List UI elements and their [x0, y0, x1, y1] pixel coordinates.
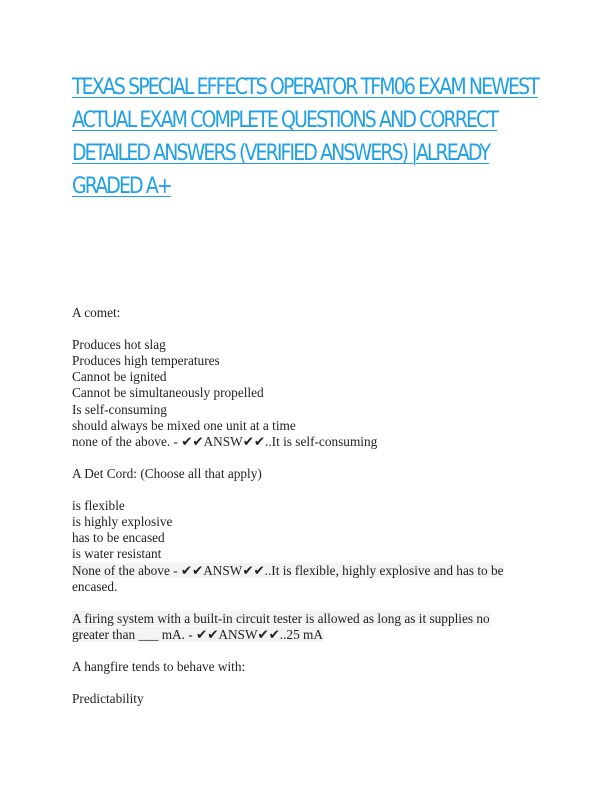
- paragraph-gap: [72, 321, 542, 337]
- title-line[interactable]: ACTUAL EXAM COMPLETE QUESTIONS AND CORRECT: [72, 108, 498, 133]
- answer-line: none of the above. - ✔✔ANSW✔✔..It is self-consuming: [72, 433, 378, 449]
- answer-option: is water resistant: [72, 546, 162, 562]
- document-body: [72, 305, 542, 707]
- document-title[interactable]: [72, 71, 538, 203]
- title-line[interactable]: DETAILED ANSWERS (VERIFIED ANSWERS) |ALREADY: [72, 141, 490, 166]
- title-line[interactable]: TEXAS SPECIAL EFFECTS OPERATOR TFM06 EXAM NEWEST: [72, 75, 538, 100]
- answer-option: Is self-consuming: [72, 401, 167, 417]
- answer-line: [72, 563, 542, 579]
- question-prompt: A hangfire tends to behave with:: [72, 659, 246, 675]
- paragraph-gap: [72, 643, 542, 659]
- answer-option: Produces high temperatures: [72, 353, 220, 369]
- question-prompt: A comet:: [72, 305, 121, 320]
- answer-option: Produces hot slag: [72, 337, 166, 353]
- answer-line-text: None of the above - ✔✔ANSW✔✔..It is flexible, highly explosive and has to be: [72, 562, 504, 578]
- question-text: A firing system with a built-in circuit tester is allowed as long as it supplies no: [72, 610, 490, 626]
- answer-option: should always be mixed one unit at a time: [72, 417, 296, 433]
- answer-option: is highly explosive: [72, 514, 173, 530]
- paragraph-gap: [72, 675, 542, 691]
- paragraph-gap: [72, 595, 542, 611]
- answer-line: encased.: [72, 578, 118, 594]
- title-line[interactable]: GRADED A+: [72, 174, 171, 199]
- question-prompt: [72, 627, 542, 643]
- answer-option: Cannot be simultaneously propelled: [72, 385, 264, 401]
- paragraph-gap: [72, 450, 542, 466]
- question-prompt: [72, 611, 542, 627]
- question-prompt: A Det Cord: (Choose all that apply): [72, 465, 262, 481]
- answer-option: Cannot be ignited: [72, 369, 167, 385]
- answer-option: is flexible: [72, 498, 125, 514]
- answer-option: Predictability: [72, 691, 144, 707]
- paragraph-gap: [72, 482, 542, 498]
- answer-option: has to be encased: [72, 530, 165, 546]
- question-text: greater than ___ mA. - ✔✔ANSW✔✔..25 mA: [72, 626, 323, 642]
